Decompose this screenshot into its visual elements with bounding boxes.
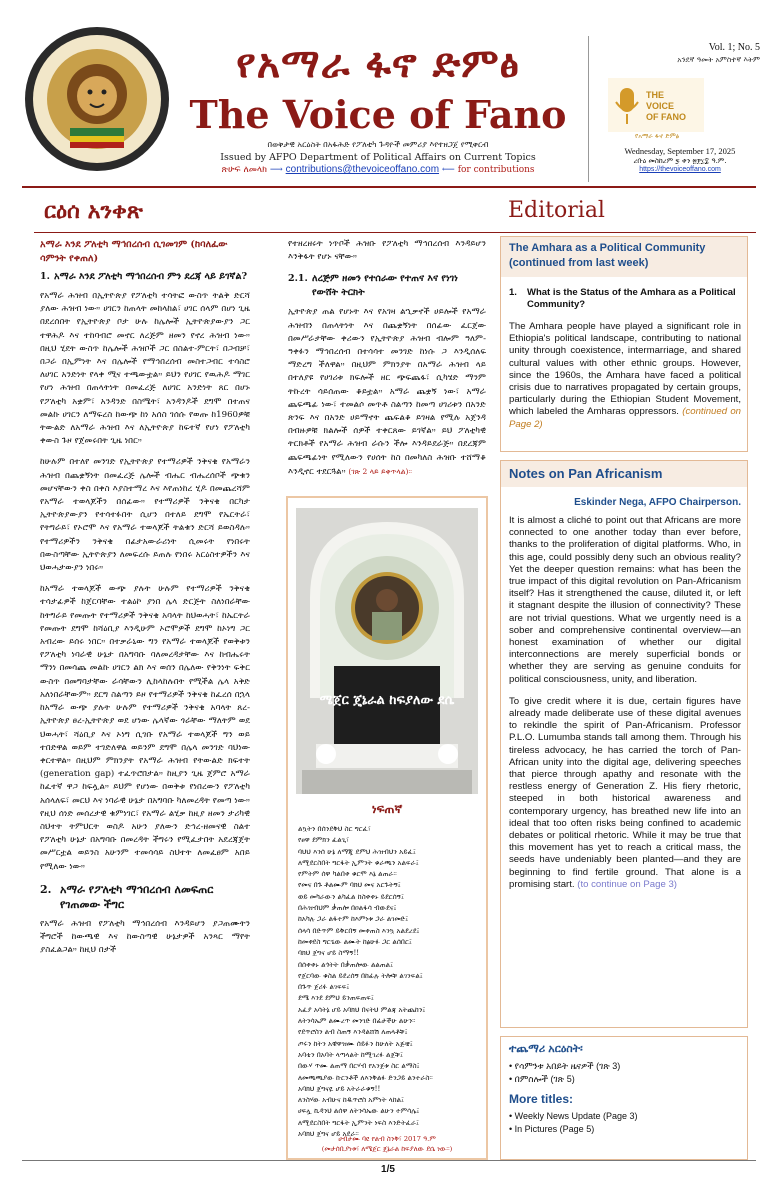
col2-paragraph-2 [288,306,486,479]
editorial-box [500,236,748,452]
question-1-text: አማራ እንደ ፖለቲካ ማኅበረሰብ ምን ደረጃ ላይ ይገኛል? [54,271,248,282]
amharic-paragraph-1: የአማራ ሕዝብ በኢትዮጵያ የፖለቲካ ተሳትፎ ውስጥ ትልቅ ድርሻ ያለው ሕዝብ ነው። ሀገርን ከጠላት መከላከል፣ ሀገር ሰላም በሆነ ጊዜ በደረሰበት የኢትዮጵያ ቦታ ሁሉ ከሌሎች ኢትዮጵያውያን ጋር ተዋሕዶ እና ተከባብሮ መኖር ለረጅም ዘመን የኖረ ሕዝብ ነው። በዚህ ሂደት ውስጥ ከሌሎች ሕዝቦች ጋር በስልተ-ምርት፣ በጋብቻ፣ በጋራ በኢምነት እና በሌሎች የማኅበረሰብ መስተጋብር ተሳስሮ ለሀገር አንድነት የላቀ ሚና ተጫውቷል። ይህን የሀገር የዉሕዶ ማገር የሆነ ሕዝብ በጠላትነት በመፈረጅ ለሀገር አንድነት ጸር በሆኑ የፖለቲካ አቋም፣ አንዳንድ በስሜት፣ አንዳንዶች ደግሞ በተጠና መልኩ ሀገርን ለማፍረስ ከውጭ ከነ አሰስ ገሰሱ የወጡ ከ1960ዎቹ ትውልድ ለአማራ ሕዝብ እና ለኢትዮጵያ ከፍተኛ የሆነ የፖለቲካ ቀውስ ጉዞ የጀመሩበት ጊዜ ነበር። [40,291,250,447]
amharic-article-column [40,238,250,965]
pan-africanism-box [500,460,748,1028]
editorial-continued-link[interactable]: (continued on Page 2) [509,406,742,430]
poem-line: የደጥሮስን ልብ ስጠኝ እንዳልሸሽ ለጠላቶቹ፤ [298,1028,408,1037]
poem-line: በሰቀቀኑ ልጎትት በቃጠሎው ልልጠል፤ [298,960,393,969]
poem-memorial-box [286,496,488,1160]
section-rule [34,232,756,233]
poem-line: የፀዋ ደምክን ፈልጊ፣ [298,836,350,845]
amharic-paragraph-3: ከአማራ ተወላጆች ውጭ ያሉት ሁሉም የተማሪዎች ንቅናቄ ተሳታፊዎች ከጀርባቸው ተልዕኮ ያነበ ሌላ ድርጅት ስለነበራቸው ከትግራይ የመጡት የተማሪዎች ንቅናቄ አባላት ከህወሓት፣ ከኤርትራ የመጡት ደግሞ ከሻዕቢያ እንዲሁም ኦሮሞዎች ደግሞ ከኦነግ ጋር አብረው ይሰሩ ነበር። በተቃራኒው ግን የአማራ ተወላጆች የወቅቱን የፖለቲካ ነባራዊ ሁኔታ በአግባቡ ባለመረዳታቸው እና ከብሔሩት ማንነ በመሳጨ መልኩ ሀገርን ልክ እና ወሰን በሌለው የቅንነት ፍቅር ውስጥ በመግባታቸው ራሳቸውን ሊከላከሉበት የሚችል ሌላ አቅድ አለነበራቸውም። ደርግ ስልጣን ይዞ የተማሪዎች ንቅናቄ ከፈረሰ በኋላ ከአማራ ውጭ ያሉት ሁሉም የተማሪዎች ንቅናቄ አባላት ጸረ-ኢትዮጵያ ፀረ-ኢትዮጵያ ወደ ሆነው ሌላኛው ጎራቸው ማለትም ወደ ህወሓት፣ ሻዕቢያ እና ኦነግ ሲገቡ የአማራ ተወላጆች ግን ወይ ተበድዋል ወይም ተገድለዋል ወይንም ደግሞ በሌላ መንገድ ባህነው ቀርተዋል። በዚህም ምክንያት የአማራ ሕዝብ የትውልድ ክፍተት (generation gap) ተፈጥሮበታል። ከዚያን ጊዜ ጀምሮ አማራ ከፈተኛ ዋጋ ከፍሏል። ይህም የሆነው በወቅቱ የነበረውን የፖለቲካ አሰላለፍ፣ መርህ እና ነባራዊ ሁኔታ በአግባቡ ካለመረዳት የመጣ ነው። የዚህ ሰነድ መሰረታዊ ቁምነገር፣ የአማራ ልሂቃ ከዚያ ዘመን ታሪካዊ ስህተት ትምህርት ወስዶ አሁን ያለውን ድኅረ-ዘመናዊ ስልተ የፖለቲካ ሁኔታ በአግባቡ በመረዳት ችግሩን የሚፈታበት አደረጃጀት መሥርቷል ወይንስ አሁንም ተመሳሳይ ስህተት ለመፈፀም አበይ የሚለው ነው። [40,584,250,872]
poem-line: ለትንሳኤም ልሙረጥ መንገድ በፊታችሁ ልሁን። [298,1017,416,1026]
contributions-label-amharic: ጽሁፍ ለመላክ [221,165,267,175]
contributions-label-english: for contributions [457,165,535,175]
svg-text:VOICE: VOICE [646,101,675,111]
poem-line: አፈያ አሳትኔ ሆይ አባክህ በናትህ ምልጃ አትጨከን፤ [298,1005,426,1014]
amharic-question-2 [40,882,250,912]
poem-line: የመና በጉ ቶልሙም ባክህ መና አርጉትኝ፤ [298,881,401,890]
poem-line: የጀርባው ቁስል ይደረሰኝ በከፊሉ ትሎቹ ልገንፍል፤ [298,971,423,980]
issued-by-english: Issued by AFPO Department of Political Affairs on Current Topics [220,152,536,163]
poem-line: ሀፍሏ ኪዳንህ ልሰዋ ለትንሳኤው ልሁን ተምሳሌ፤ [298,1107,420,1116]
continued-reference: (ገጽ 2 ላይ ይቀጥላል)። [348,466,412,476]
more-titles-heading-english: More titles: [509,1092,574,1106]
afpo-emblem-logo [22,24,172,174]
poem-line: በጉጥ ጀሪፉ ልገፍፍ፤ [298,983,350,992]
poem-line: ለሚደርስበት ግርፋት ኢምንት ነፍስ እንድትፈራ፤ [298,1118,419,1127]
arrow-right-icon: ⟶ [269,165,283,175]
poem-author: ሀብታሙ ባዩ የልብ ስንቅ፣ 2017 ዓ.ም [338,1135,436,1143]
editorial-body [509,321,741,431]
question-1-number: 1. [40,271,50,282]
editorial-body-text: The Amhara people have played a significant role in Ethiopia's political landscape, contributing to national unity through coexistence, intermarriage, and shared cultural values with other ethnic groups. However, since the 1960s, the Amhara have faced a political crisis due to narratives propagated by certain groups, particularly during the Ethiopian Student Movement, which labeled the Amharas oppressors. [509,321,741,418]
poem-line: ከአካሉ ጋራ ልፋተም ከእምነቱ ጋራ ልገመድ፤ [298,915,409,924]
pan-africanism-paragraph-1: It is almost a cliché to point out that Africans are more connected to one another today than ever before, thanks to the proliferation of digital platforms. Who, in this age, could possibly deny such an obvious reality? Yet the deeper question remains: what has been the true impact of this digital revolution on Pan-Africanism itself? Has it strengthened the cause, diluted it, or left it stagnant despite the illusion of connectivity? These are not trivial questions. What we urgently need is a sober and comprehensive continental overview—an honest examination of whether our digital interconnections are merely superficial bonds or whether they are serving as genuine conduits for political consciousness, unity, and liberation. [509,515,741,685]
pan-africanism-heading: Notes on Pan Africanism [501,461,747,487]
more-titles-box [500,1036,748,1160]
pan-africanism-author: Eskinder Nega, AFPO Chairperson. [574,497,741,508]
subsection-title: ለረጅም ዘመን የተሰራው የተጠና እና የነገነ የውሸት ትርክት [312,273,458,299]
section-title-amharic: ርዕሰ አንቀጽ [44,198,143,224]
poem-line: ደሜ እንደ ደምህ ይንጠፍጠፍ፤ [298,994,374,1003]
masthead-divider [588,36,589,182]
poem-line: ለመጫጫያው ኩርንቶች ለእንቅልፉ ድንጋይ ልንተራስ። [298,1073,433,1082]
memorial-photo [296,508,478,794]
poem-line: በሕዝብህም ቃጠሎ በዐልፋሳ ብውደና፤ [298,904,397,913]
poem-line: ባክህ ጀግና ሆይ ስማኝ!! [298,949,360,958]
masthead-title-amharic: የአማራ ፋኖ ድምፅ [236,40,520,87]
section-title-english: Editorial [508,198,605,223]
voice-of-fano-microphone-logo [608,78,704,132]
memorial-inscription: ሜጀር ጄኔራል ከፍያለው ደሴ [319,693,455,708]
pan-africanism-body [509,515,741,901]
editorial-heading: The Amhara as a Political Community (continued from last week) [501,237,747,277]
poem-line: በውሃ ጥሙ ልጠማ በርሃብ የአንጀቱ ስር ልማስ፤ [298,1062,420,1071]
amharic-paragraph-2: ከሁሉም በተለየ መንገድ የኢትዮጵያ የተማሪዎች ንቅናቄ የአማራን ሕዝብ በጨቋኝነት በመፈረጅ ሌሎች ብሔር ብሔረሰቦች ጭቁን መሆናቸውን ቀስ በቀስ እያስተማረ እና እየጠነከረ ሂዶ በመጨረሻም የአማራ ተወላጆችን በሰፊው። የተማሪዎች ንቅናቄ በርካታ ኢትዮጵያውያን የተሳተፉበት ሲሆን በተለይ ደግሞ የኤርትራ፣ የትግራይ፣ የኦሮሞ እና የአማራ ተወላጆች ትልቁን ድርሻ ይወስዳሉ። የተማሪዎችን ንቅናቄ በፊታአውራሪነት ሲመሩት የነበሩት በውስጣቸው ኢትዮጵያን ለመፍረሱ ይጠሉ የነበሩ አርዕስተዎችን እና ህወሓታውያን ነበሩ። [40,457,250,574]
poem-line: ጦሩን ከትን አዊዋዝሙ ሰይፉን ከሁለት አጅቼ፤ [298,1039,413,1048]
col2-paragraph-1: የተዘረዘሩት ነጥቦች ሕዝቡ የፖለቲካ ማኅበረሰብ እንዳይሆን እንቅፋት የሆኑ ናቸው። [288,239,486,263]
more-title-item[interactable]: • በምስሎች (ገጽ 5) [509,1073,739,1086]
poem-line: አባቴን በአባት ላጣላልት ከሚገረፉ ልጀቹ፤ [298,1050,403,1059]
contributions-line [178,164,578,175]
poem-line: አባክህ ጀግናዬ ሆይ አትራራቁኝ!! [298,1084,381,1093]
amharic-article-column-2 [288,238,486,487]
contributions-email-link[interactable]: contributions@thevoiceoffano.com [285,164,440,175]
pan-africanism-paragraph-2 [509,696,741,891]
volume-number: Vol. 1; No. 5 [708,42,760,53]
masthead-bottom-rule [22,186,756,188]
arrow-left-icon: ⟵ [441,165,455,175]
more-titles-list-english [509,1110,739,1136]
issue-date-english: Wednesday, September 17, 2025 [624,146,736,156]
poem-line: ለንስሃው አብሁና ከዱጥሮስ አምነት ላከል፤ [298,1096,404,1105]
more-title-item[interactable]: • Weekly News Update (Page 3) [509,1110,739,1123]
pan-africanism-continued-link[interactable]: (to continue on Page 3) [577,878,677,890]
more-titles-list-amharic [509,1060,739,1086]
question-2-number: 2. [40,882,52,896]
page-number: 1/5 [381,1164,395,1175]
poem-line: ልኳትን በሰንደቅህ ስር ግርፈ፣ [298,825,371,833]
poem-signature [294,1134,480,1154]
more-title-item[interactable]: • የሳምንቱ አበይት ዜናዎች (ገጽ 3) [509,1060,739,1073]
poem-title: ነፍጠኛ [371,802,403,816]
more-titles-heading-amharic: ተጨማሪ አርዕስት፡ [509,1043,583,1055]
footer-rule [22,1160,756,1161]
editorial-question [509,287,739,311]
masthead-title-english: The Voice of Fano [189,92,567,137]
issued-by-amharic: በወቅታዊ አርዕስት በአፋሕድ የፖለቲካ ጉዳዮች መምሪያ እየተዘጋጀ የሚቀርብ [267,140,489,149]
poem-line: ሰላሳ በድጥም ይቅርበኝ መቀጠስ እንኳ አልደረደ፤ [298,926,420,935]
poem-line: የምትም ሰዋ ካልበቀ ቁርሞ እኔ ልጠራ። [298,870,397,879]
more-title-item[interactable]: • In Pictures (Page 5) [509,1123,739,1136]
subsection-number: 2.1. [288,273,308,285]
volume-number-amharic: አንደኛ ዓመት አምስተኛ እትም [677,55,760,64]
issue-date-amharic: ረቡዕ መስከረም ፯ ቀን ፳፻፲፰ ዓ.ም. [633,157,727,165]
question-2-text: አማራ የፖለቲካ ማኅበረሰብ ለመፍጠር የገጠመው ችግር [60,882,214,911]
col2-paragraph-2-text: ኢትዮጵያ ጠል የሆኑት እና የአገዛ ልኂቃኖች ሀይሎች የአማራ ሕዝብን በጠላትነት እና በጨቋኝነት በሰፊው ፈርጀው በመሥራታቸው ቀሪውን የኢትዮጵያ ሕዝብ ብሎም ዓለም-ዓቀፉን ማኅበረሰብ በተሳሳተ መንገድ ከነሱ ጋ እንዲሰለፍ ማድረግ ችለዋል። በዚህም ምክንያት በአማራ ሕዝብ ላይ በተለያዩ የሀገሪቱ ክፍሎች ዘር ጭፍጨፋ፣ ሲካሄድ ማንም ትኩረት ሳይሰጠው ቆይቷል። አማራ ጨቋኝ ነው፣ አማራ ጨፍጫፊ ነው፣ ተመልሶ መጥቶ ስልጣን ከመጣ ሀገሪቱን በአንድ ጽንፍ እና በአንድ ሀይማኖት ጨፍልቆ ይገዛል የሚሉ አጀንዳ በብዙዎቹ ክልሎች ሰዎች ተቀርጸው ይገኛል። ይህ ፖለቲካዊ ትርክቶች የአማራ ሕዝብ ራሱን ችሎ እንዳይደራጅ። በደረጃም ጨፍጫፊነት የሚለውን የሀሰት ከስ በመካለስ ሕዝቡ ተሸማቆ እንዲኖር ተደርጓል። [288,307,486,477]
amharic-question-1 [40,270,250,284]
poem-line: አባክህ ጀግና ሆይ አደራ። [298,1130,359,1139]
poem-line: ባህህ እንሰ ሁኔ ለማጂ ደምህ ሕዝብህን አይፈ፤ [298,847,416,856]
amharic-paragraph-4: የአማራ ሕዝብ የፖለቲካ ማኅበረሰብ እንዳይሆን ያጋጠሙትን ችግሮች ከውጫዊ እና ከውስጣዊ ሁኔታዎች አንጻር ማየት ያስፈልጋል። ከዚህ በታች [40,918,250,956]
svg-text:OF FANO: OF FANO [646,112,686,122]
amharic-article-headline: አማራ እንደ ፖለቲካ ማኅበረሰብ ሲገመገም (ከባለፈው ሳምንት የቀጠለ) [40,239,228,264]
editorial-question-number: 1. [509,287,517,298]
poem-line: ለሚደርስበት ግርፋት ኢምንት ቁራጫን አልፍራ፤ [298,858,419,867]
pan-africanism-paragraph-2-text: To give credit where it is due, certain figures have already made deliberate use of these digital avenues to rekindle the spirit of Pan-Africanism. Professor P.L.O. Lumumba stands tall among them. Through his tireless advocacy, he has carried the torch of Pan-African unity into the digital age, delivering speeches that pierce through apathy and resonate with the restless energy of Generation Z. His fiery rhetoric, steeped in both historical awareness and contemporary urgency, has breathed new life into an ideal that too often risks being confined to academic debates or political rhetoric. While it may be true that this movement has yet to reach a critical mass, the seeds have undeniably been planted—and they are beginning to find fertile ground. That alone is a promising start. [509,695,741,890]
mini-logo-tagline: የአማራ ፋኖ ድምፅ [635,132,679,140]
editorial-question-text: What is the Status of the Amhara as a Political Community? [527,287,736,310]
poem-lines [298,824,478,1140]
poem-line: ከመቀደስ ግርጌው ልሙት ከፅሁፉ ጋር ልሰበር፤ [298,937,412,946]
website-link[interactable]: https://thevoiceoffano.com [639,166,721,173]
poem-dedication: (መታሰቢያነቱ፣ ለሜጀር ጄኔራል ከፍያለው ደሴ ነው።) [321,1145,453,1153]
subsection-2-1-heading [288,272,486,300]
memorial-wreath-image [296,508,478,794]
poem-line: ወይ መካራውን ልካፈል ከስቀቀኑ ይደርሰኝ፤ [298,892,404,901]
svg-text:THE: THE [646,90,664,100]
